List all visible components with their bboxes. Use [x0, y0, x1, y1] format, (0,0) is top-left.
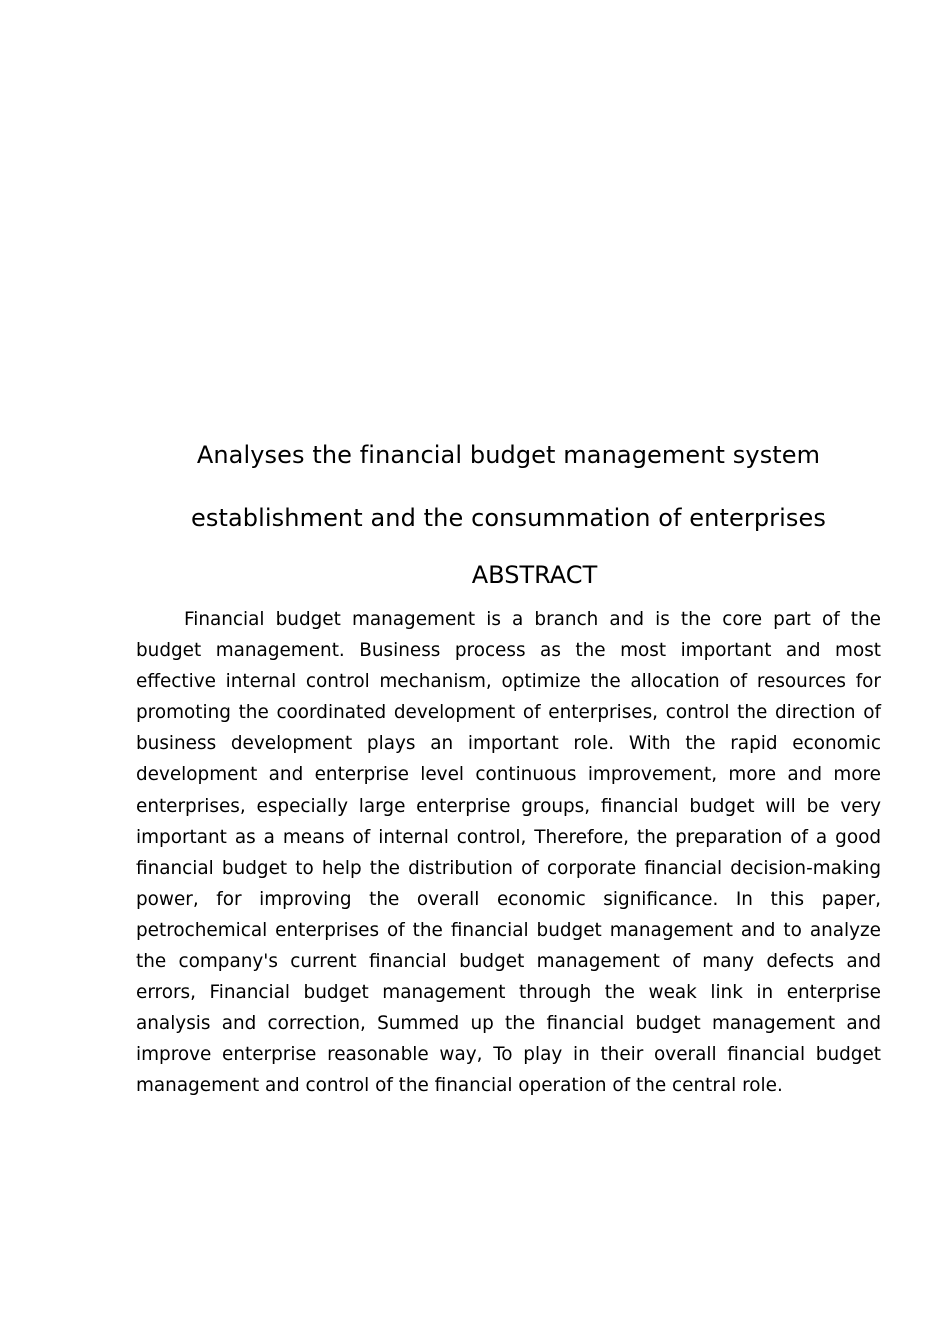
- document-title: [136, 424, 881, 550]
- abstract-paragraph: Financial budget management is a branch and is the core part of the budget management. Business process as the most important and most effective internal control mechanism, optimize the allocation of resources for promoting the coordinated development of enterprises, control the direction of business development plays an important role. With the rapid economic development and enterprise level continuous improvement, more and more enterprises, especially large enterprise groups, financial budget will be very important as a means of internal control, Therefore, the preparation of a good financial budget to help the distribution of corporate financial decision-making power, for improving the overall economic significance. In this paper, petrochemical enterprises of the financial budget management and to analyze the company's current financial budget management of many defects and errors, Financial budget management through the weak link in enterprise analysis and correction, Summed up the financial budget management and improve enterprise reasonable way, To play in their overall financial budget management and control of the financial operation of the central role.: [136, 609, 881, 1097]
- title-line-1: Analyses the financial budget management system: [196, 441, 821, 469]
- abstract-heading: ABSTRACT: [471, 561, 598, 589]
- title-line-2: establishment and the consummation of enterprises: [191, 504, 826, 532]
